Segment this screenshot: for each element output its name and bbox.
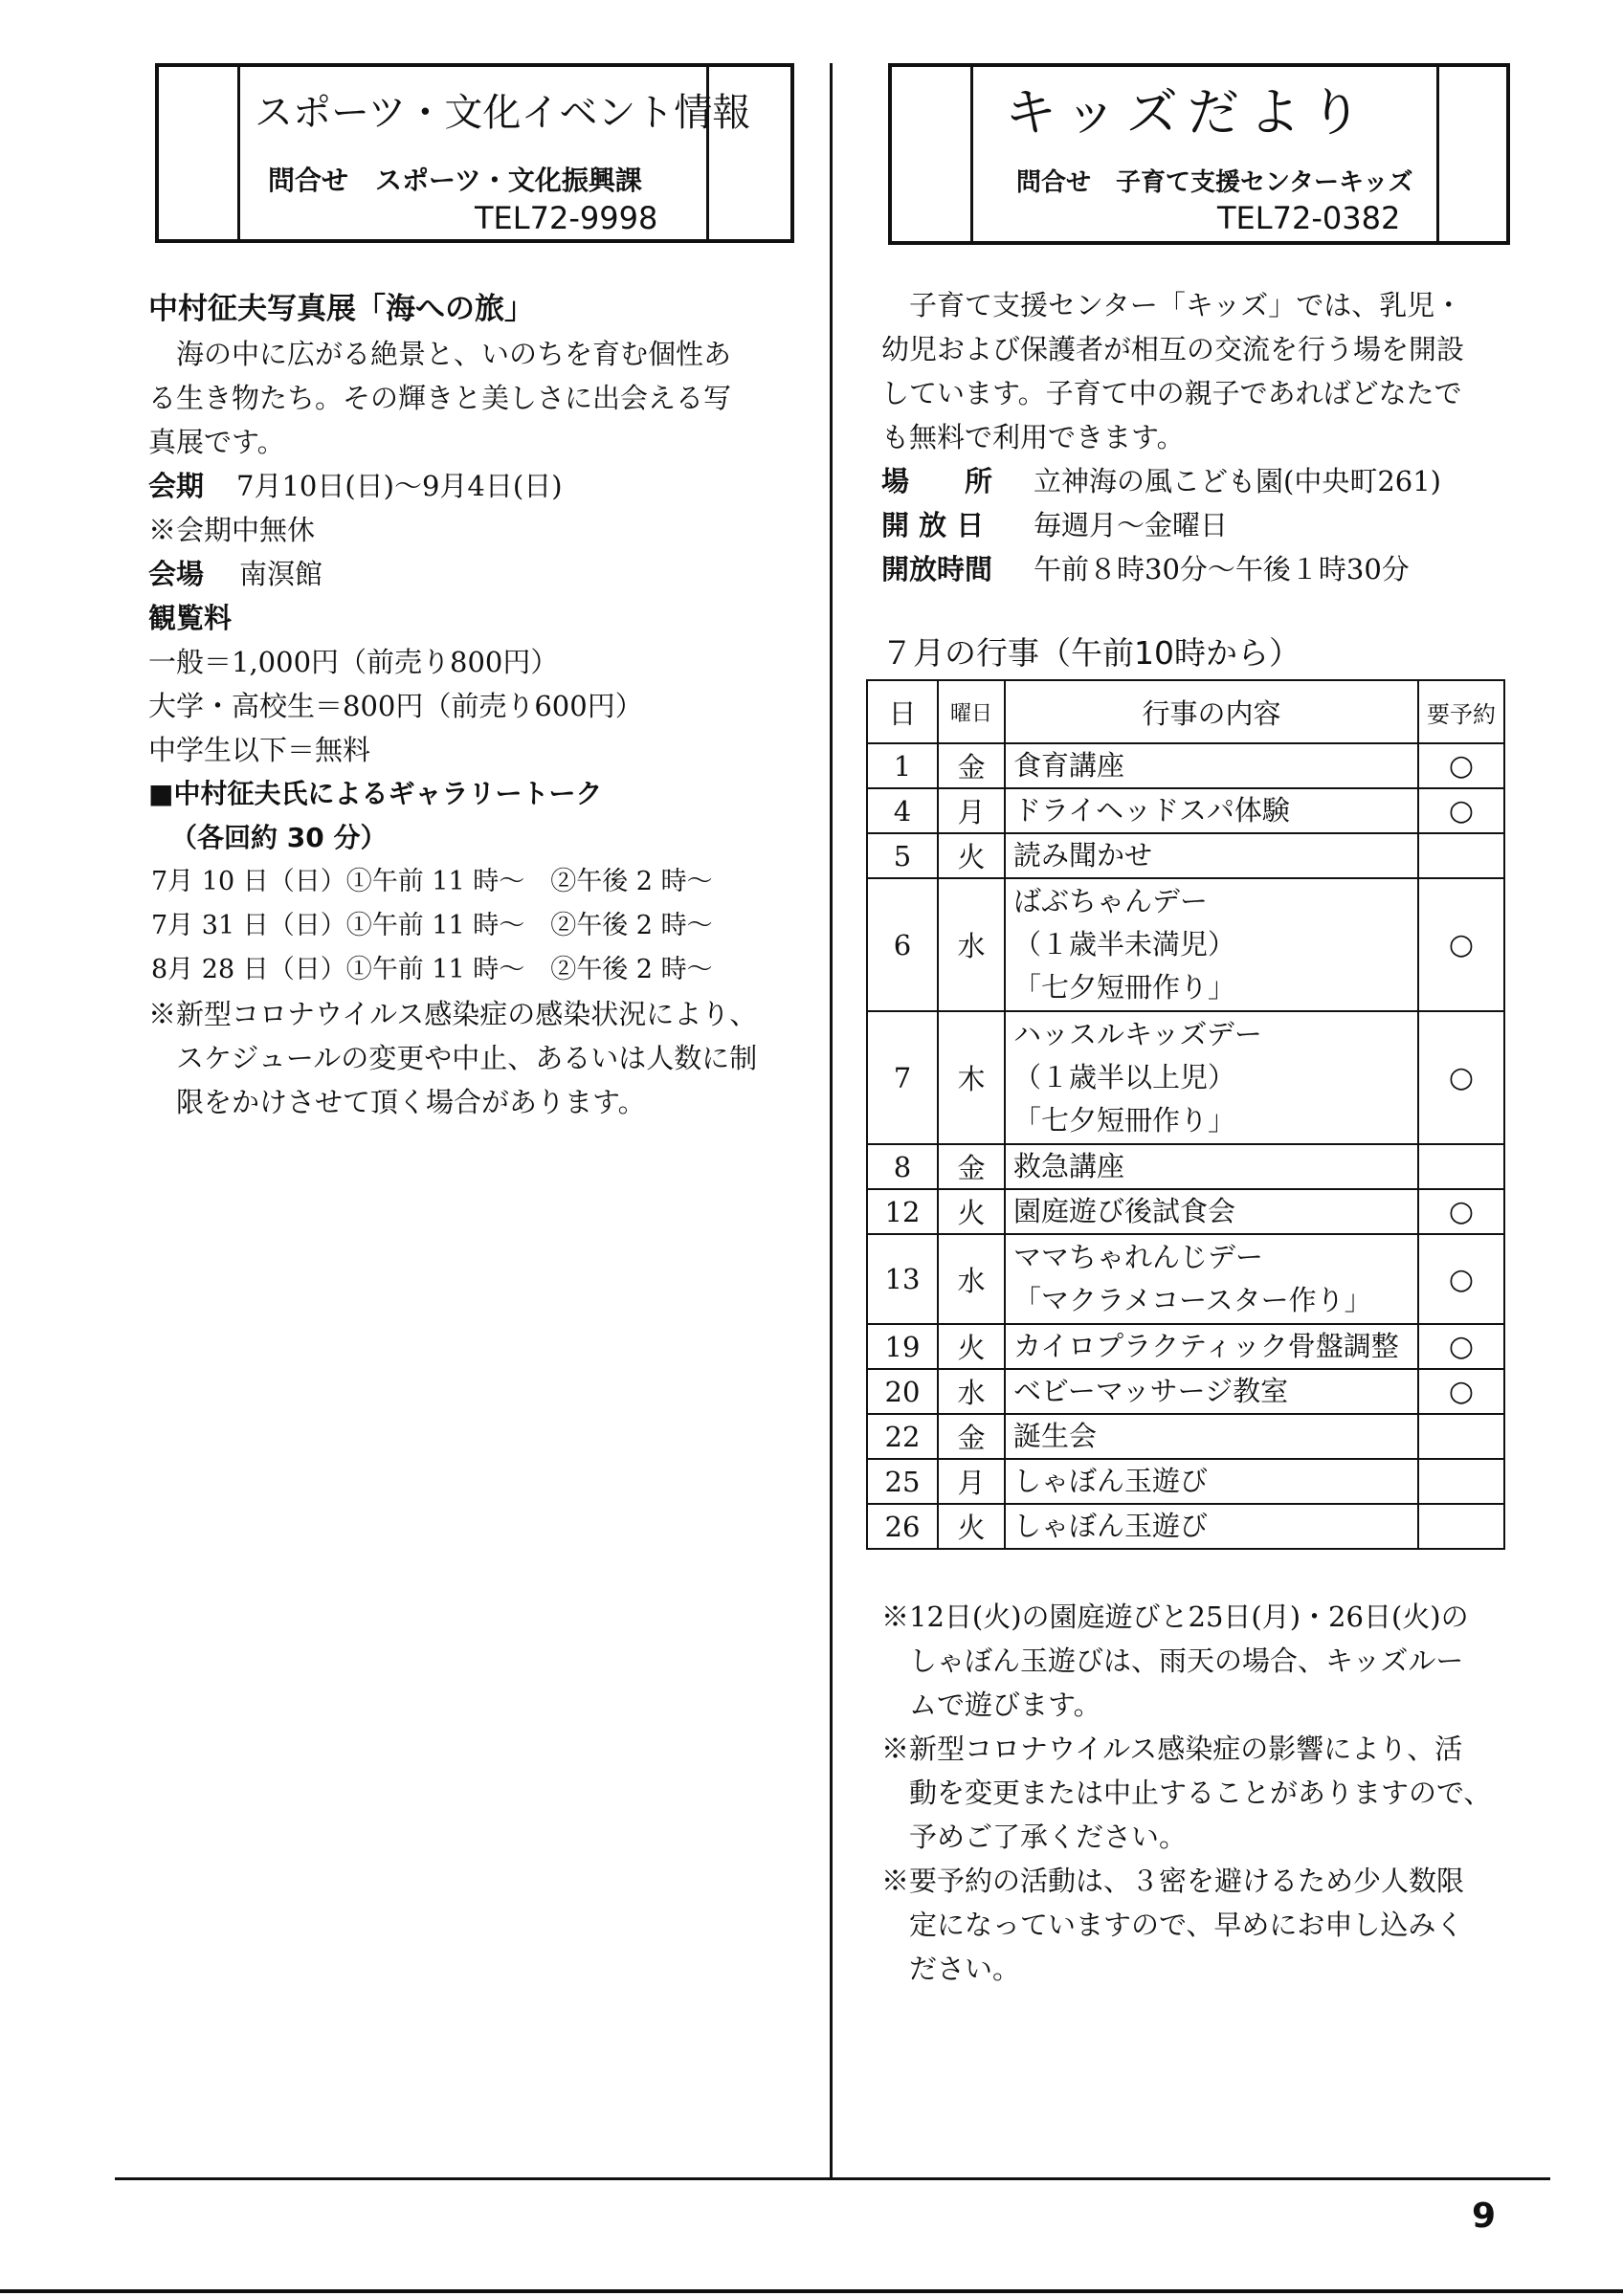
cell-weekday: 金 <box>938 1144 1005 1189</box>
cell-content <box>1005 788 1418 833</box>
gallery-talk-time: 8月 28 日（日）①午前 11 時～ ②午後 2 時～ <box>151 955 713 984</box>
table-row <box>867 1369 1504 1414</box>
fee-line: 大学・高校生＝800円（前売り600円） <box>148 690 643 722</box>
cell-content <box>1005 743 1418 788</box>
cell-reservation: ○ <box>1418 1324 1504 1369</box>
event-line: 「七夕短冊作り」 <box>1013 1104 1236 1137</box>
gallery-talk-time: 7月 10 日（日）①午前 11 時～ ②午後 2 時～ <box>151 867 713 896</box>
cell-content <box>1005 1144 1418 1189</box>
cell-weekday: 火 <box>938 1324 1005 1369</box>
cell-weekday: 月 <box>938 788 1005 833</box>
notice-line: 限をかけさせて頂く場合があります。 <box>176 1086 646 1118</box>
sports-culture-header-box <box>155 63 794 243</box>
cell-reservation: ○ <box>1418 1011 1504 1144</box>
cell-day: 7 <box>867 1011 938 1144</box>
gallery-talk-sub: （各回約 30 分） <box>170 822 388 853</box>
column-divider <box>830 63 833 2179</box>
cell-weekday: 金 <box>938 1414 1005 1459</box>
notice-line: スケジュールの変更や中止、あるいは人数に制 <box>176 1042 758 1074</box>
event-line: ベビーマッサージ教室 <box>1013 1375 1289 1407</box>
venue-label: 会場 <box>148 558 205 590</box>
table-row <box>867 833 1504 878</box>
cell-weekday: 火 <box>938 1504 1005 1549</box>
contact-line: 問合せ 子育て支援センターキッズ <box>1016 168 1413 197</box>
note-line: ださい。 <box>881 1953 1021 1985</box>
cell-reservation: ○ <box>1418 788 1504 833</box>
kids-intro-line: 幼児および保護者が相互の交流を行う場を開設 <box>881 333 1465 365</box>
footer-rule <box>115 2177 1550 2180</box>
page-number: 9 <box>1472 2197 1497 2236</box>
cell-reservation: ○ <box>1418 743 1504 788</box>
cell-weekday: 水 <box>938 1369 1005 1414</box>
event-line: しゃぼん玉遊び <box>1013 1510 1209 1542</box>
period-label: 会期 <box>148 470 205 502</box>
table-row <box>867 1189 1504 1234</box>
cell-weekday: 金 <box>938 743 1005 788</box>
cell-reservation: ○ <box>1418 1369 1504 1414</box>
gallery-talk-time: 7月 31 日（日）①午前 11 時～ ②午後 2 時～ <box>151 911 713 940</box>
cell-day: 6 <box>867 878 938 1011</box>
cell-weekday: 木 <box>938 1011 1005 1144</box>
cell-reservation: ○ <box>1418 878 1504 1011</box>
venue-value: 南溟館 <box>239 558 323 590</box>
cell-day: 19 <box>867 1324 938 1369</box>
event-line: 園庭遊び後試食会 <box>1013 1195 1236 1227</box>
note-line: しゃぼん玉遊びは、雨天の場合、キッズルー <box>881 1645 1464 1677</box>
cell-reservation <box>1418 1459 1504 1504</box>
open-days-label: 開 放 日 <box>881 509 985 541</box>
event-line: ハッスルキッズデー <box>1013 1018 1262 1050</box>
events-table <box>866 679 1505 1550</box>
cell-reservation: ○ <box>1418 1189 1504 1234</box>
cell-weekday: 火 <box>938 833 1005 878</box>
events-heading: ７月の行事（午前10時から） <box>881 634 1301 672</box>
kids-intro-line: も無料で利用できます。 <box>881 421 1185 453</box>
kids-header-box <box>888 63 1510 245</box>
exhibit-intro-line: 真展です。 <box>148 426 285 458</box>
cell-reservation <box>1418 1504 1504 1549</box>
event-line: ママちゃれんじデー <box>1013 1241 1264 1273</box>
event-line: 「マクラメコースター作り」 <box>1013 1284 1372 1316</box>
cell-day: 5 <box>867 833 938 878</box>
fee-line: 中学生以下＝無料 <box>148 734 371 766</box>
event-line: ばぶちゃんデー <box>1013 885 1209 917</box>
cell-day: 8 <box>867 1144 938 1189</box>
cell-content <box>1005 1369 1418 1414</box>
open-hours-label: 開放時間 <box>881 553 993 585</box>
cell-reservation <box>1418 1144 1504 1189</box>
contact-tel: TEL72-0382 <box>1217 200 1401 236</box>
fee-label: 観覧料 <box>148 602 233 634</box>
cell-day: 4 <box>867 788 938 833</box>
cell-day: 26 <box>867 1504 938 1549</box>
cell-content <box>1005 1504 1418 1549</box>
bottom-edge-rule <box>0 2289 1623 2293</box>
table-row <box>867 788 1504 833</box>
section-title: スポーツ・文化イベント情報 <box>255 91 751 135</box>
table-header-row <box>867 680 1504 743</box>
cell-content <box>1005 1234 1418 1324</box>
fee-line: 一般＝1,000円（前売り800円） <box>148 646 559 678</box>
table-row <box>867 1144 1504 1189</box>
open-days-value: 毎週月～金曜日 <box>1034 509 1229 541</box>
note-line: 予めご了承ください。 <box>881 1821 1188 1853</box>
cell-weekday: 水 <box>938 878 1005 1011</box>
table-row <box>867 743 1504 788</box>
kids-intro-line: 子育て支援センター「キッズ」では、乳児・ <box>881 289 1463 321</box>
exhibit-intro-line: 海の中に広がる絶景と、いのちを育む個性あ <box>148 338 732 370</box>
cell-reservation: ○ <box>1418 1234 1504 1324</box>
table-row <box>867 1324 1504 1369</box>
event-line: 救急講座 <box>1013 1150 1125 1182</box>
event-line: （１歳半未満児） <box>1013 928 1236 960</box>
notice-line: ※新型コロナウイルス感染症の感染状況により、 <box>148 998 758 1030</box>
event-line: 「七夕短冊作り」 <box>1013 971 1236 1004</box>
place-value: 立神海の風こども園(中央町261) <box>1034 465 1441 497</box>
note-line: ※新型コロナウイルス感染症の影響により、活 <box>881 1733 1463 1765</box>
cell-day: 13 <box>867 1234 938 1324</box>
cell-day: 12 <box>867 1189 938 1234</box>
cell-weekday: 火 <box>938 1189 1005 1234</box>
cell-day: 25 <box>867 1459 938 1504</box>
note-line: ムで遊びます。 <box>881 1689 1101 1721</box>
event-line: （１歳半以上児） <box>1013 1061 1236 1093</box>
cell-reservation <box>1418 833 1504 878</box>
cell-content <box>1005 1414 1418 1459</box>
event-line: カイロプラクティック骨盤調整 <box>1013 1330 1399 1362</box>
note-line: 定になっていますので、早めにお申し込みく <box>881 1909 1464 1941</box>
exhibit-intro-line: る生き物たち。その輝きと美しさに出会える写 <box>148 382 732 414</box>
cell-content <box>1005 878 1418 1011</box>
section-title: キッズだより <box>1005 82 1371 143</box>
note-line: ※要予約の活動は、３密を避けるため少人数限 <box>881 1865 1465 1897</box>
event-line: 食育講座 <box>1013 749 1125 782</box>
cell-content <box>1005 1459 1418 1504</box>
contact-tel: TEL72-9998 <box>475 200 658 236</box>
event-line: しゃぼん玉遊び <box>1013 1465 1209 1497</box>
header-reservation: 要予約 <box>1418 680 1504 743</box>
table-row <box>867 1414 1504 1459</box>
event-line: ドライヘッドスパ体験 <box>1013 794 1290 827</box>
cell-content <box>1005 1011 1418 1144</box>
gallery-talk-heading: ■中村征夫氏によるギャラリートーク <box>148 778 603 809</box>
cell-content <box>1005 1189 1418 1234</box>
note-line: 動を変更または中止することがありますので、 <box>881 1777 1492 1809</box>
period-value: 7月10日(日)～9月4日(日) <box>209 470 563 502</box>
event-line: 読み聞かせ <box>1013 839 1153 872</box>
cell-content <box>1005 1324 1418 1369</box>
cell-reservation <box>1418 1414 1504 1459</box>
place-label: 場 所 <box>881 465 993 497</box>
period-note: ※会期中無休 <box>148 514 316 546</box>
cell-content <box>1005 833 1418 878</box>
open-hours-value: 午前８時30分～午後１時30分 <box>1034 553 1410 585</box>
table-row <box>867 1459 1504 1504</box>
cell-weekday: 水 <box>938 1234 1005 1324</box>
header-weekday: 曜日 <box>938 680 1005 743</box>
event-line: 誕生会 <box>1013 1420 1098 1452</box>
table-row <box>867 1011 1504 1144</box>
cell-day: 22 <box>867 1414 938 1459</box>
cell-day: 1 <box>867 743 938 788</box>
header-content: 行事の内容 <box>1005 680 1418 743</box>
table-row <box>867 1234 1504 1324</box>
header-day: 日 <box>867 680 938 743</box>
exhibit-heading: 中村征夫写真展「海への旅」 <box>148 292 534 326</box>
table-row <box>867 1504 1504 1549</box>
table-row <box>867 878 1504 1011</box>
cell-weekday: 月 <box>938 1459 1005 1504</box>
contact-line: 問合せ スポーツ・文化振興課 <box>268 165 642 196</box>
kids-intro-line: しています。子育て中の親子であればどなたで <box>881 377 1462 409</box>
cell-day: 20 <box>867 1369 938 1414</box>
note-line: ※12日(火)の園庭遊びと25日(月)・26日(火)の <box>881 1601 1469 1633</box>
